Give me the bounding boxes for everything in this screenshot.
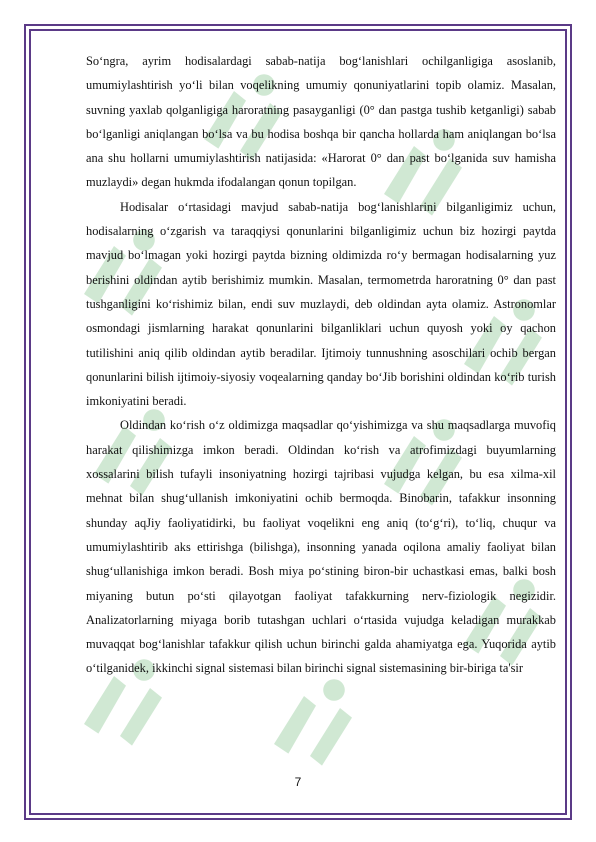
paragraph: So‘ngra, ayrim hodisalardagi sabab-natija bog‘lanishlari ochilganligiga asoslanib, umumiylashtirish yo‘li bilan voqelikning umumiy qonuniyatlarini topib olamiz. Masalan, suvning yaxlab qolganligiga haroratning pasayganligi (0° dan pastga tushib ketganligi) sabab bo‘lganligi aniqlangan bo‘lsa va bu hodisa boshqa bir qancha hollarda ham aniqlangan bo‘lsa ana shu hollarni umumiylashtirish natijasida: «Harorat 0° dan past bo‘lganida suv hamisha muzlaydi» degan hukmda ifodalangan qonun topilgan. <box>86 54 556 190</box>
page-number: 7 <box>294 775 302 789</box>
body-text <box>86 49 556 681</box>
paragraph: Oldindan ko‘rish o‘z oldimizga maqsadlar qo‘yishimizga va shu maqsadlarga muvofiq harakat qilishimizga imkon beradi. Oldindan ko‘rish va atrofimizdagi buyumlarning xossalarini bilish tufayli insoniyatning hozirgi tajribasi vujudga kelgan, bu esa xilma-xil mehnat bilan shug‘ullanish imkoniyatini ochib bermoqda. Binobarin, tafakkur insonning shunday aqJiy faoliyatidirki, bu faoliyat voqelikni eng aniq (to‘g‘ri), to‘liq, chuqur va umumiylashtirib aks ettirishga (bilishga), insonning yanada oqilona amaliy faoliyat bilan shug‘ullanishiga imkon beradi. Bosh miya po‘stining biron-bir uchastkasi emas, balki bosh miyaning butun po‘sti qilayotgan faoliyat tafakkurning nerv-fiziologik negizidir. Analizatorlarning miyaga borib tutashgan uchlari o‘rtasida vujudga keladigan murakkab muvaqqat bog‘lanishlar tafakkur qilish uchun birinchi galda ahamiyatga ega. Yuqorida aytib o‘tilganidek, ikkinchi signal sistemasi bilan birinchi signal sistemasining bir-biriga ta'sir <box>86 418 556 676</box>
paragraph: Hodisalar o‘rtasidagi mavjud sabab-natija bog‘lanishlarini bilganligimiz uchun, hodisalarning o‘zgarish va taraqqiysi qonunlarini bilganligimiz uchun biz hozirgi paytda mavjud bo‘lmagan yoki hozirgi paytda bizning oldimizda ro‘y bermagan hodisalarning yuz berishini oldindan aytib berishimiz mumkin. Masalan, termometrda haroratning 0° dan past tushganligini ko‘rishimiz bilan, endi suv muzlaydi, deb oldindan ayta olamiz. Astronomlar osmondagi jismlarning harakat qonunlarini bilganliklari uchun quyosh yoki oy qachon tutilishini aniq qilib oldindan aytib beradilar. Ijtimoiy tunnushning asoschilari ochib bergan qonunlarini bilish ijtimoiy-siyosiy voqealarning qanday bo‘Jib borishini oldindan ko‘rib turish imkoniyatini beradi. <box>86 199 556 409</box>
